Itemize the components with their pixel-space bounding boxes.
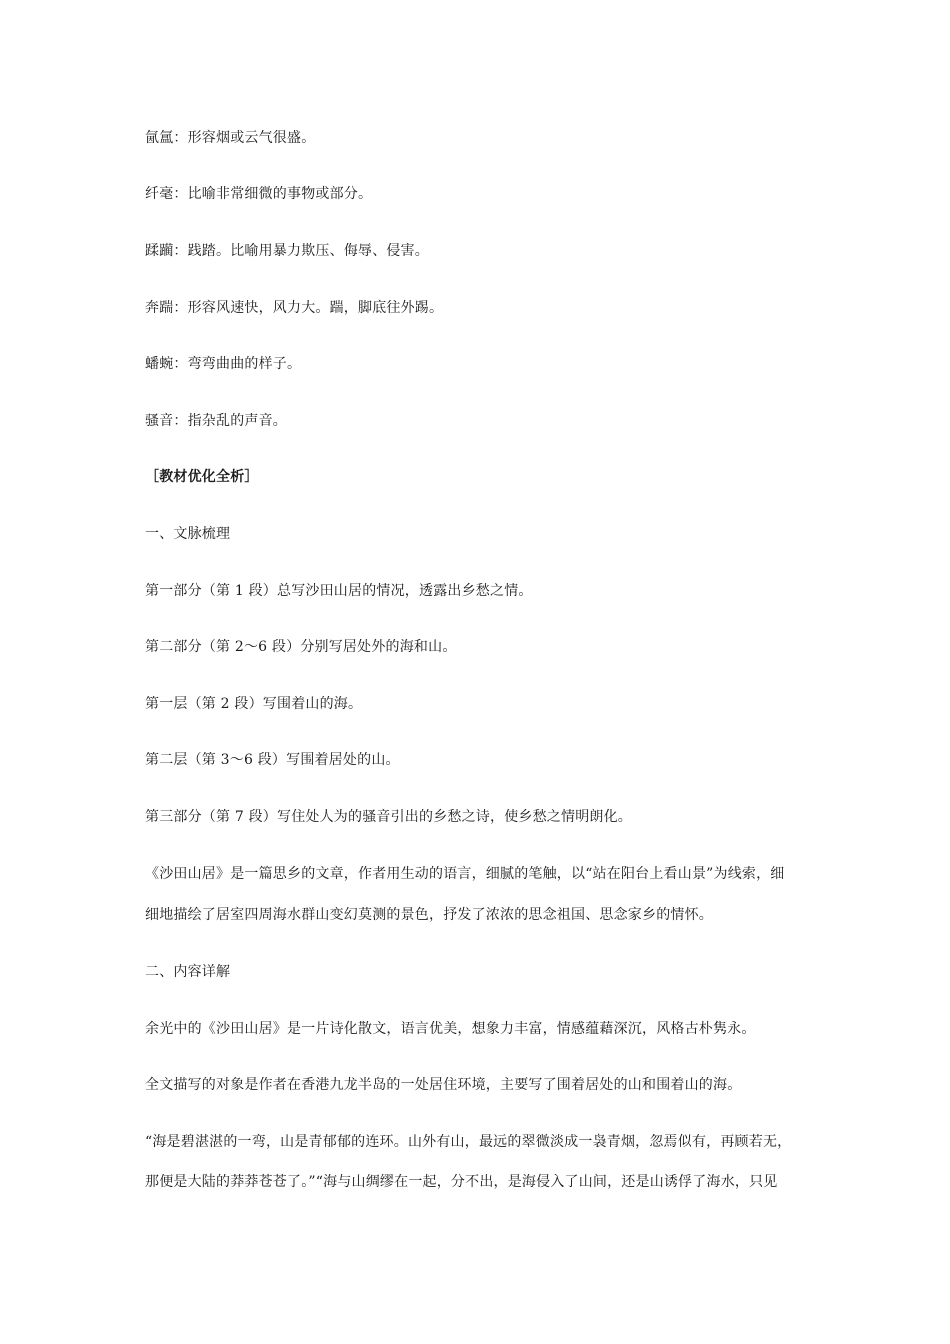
summary-line: 《沙田山居》是一篇思乡的文章，作者用生动的语言，细腻的笔触，以“站在阳台上看山景”为线索，细 xyxy=(145,866,785,882)
vocab-entry: 蟠蜿：弯弯曲曲的样子。 xyxy=(145,356,302,372)
outline-line: 第二部分（第 2～6 段）分别写居处外的海和山。 xyxy=(145,639,457,655)
outline-line: 第二层（第 3～6 段）写围着居处的山。 xyxy=(145,752,400,768)
quote-line: “海是碧湛湛的一弯，山是青郁郁的连环。山外有山，最远的翠微淡成一袅青烟，忽焉似有，再顾若无， xyxy=(145,1134,792,1150)
content-line: 余光中的《沙田山居》是一片诗化散文，语言优美，想象力丰富，情感蕴藉深沉，风格古朴隽永。 xyxy=(145,1021,756,1037)
outline-line: 第一部分（第 1 段）总写沙田山居的情况，透露出乡愁之情。 xyxy=(145,583,533,599)
outline-line: 第三部分（第 7 段）写住处人为的骚音引出的乡愁之诗，使乡愁之情明朗化。 xyxy=(145,809,633,825)
outline-line: 第一层（第 2 段）写围着山的海。 xyxy=(145,696,363,712)
vocab-entry: 奔踹：形容风速快，风力大。踹，脚底往外踢。 xyxy=(145,300,444,316)
vocab-entry: 骚音：指杂乱的声音。 xyxy=(145,413,287,429)
part2-heading: 二、内容详解 xyxy=(145,964,231,980)
quote-line: 那便是大陆的莽莽苍苍了。”“海与山绸缪在一起，分不出，是海侵入了山间，还是山诱俘了海水，只见 xyxy=(145,1174,778,1190)
vocab-entry: 蹂躏：践踏。比喻用暴力欺压、侮辱、侵害。 xyxy=(145,243,429,259)
vocab-entry: 氤氲：形容烟或云气很盛。 xyxy=(145,130,316,146)
section-heading: ［教材优化全析］ xyxy=(145,469,259,485)
part1-heading: 一、文脉梳理 xyxy=(145,526,231,542)
vocab-entry: 纤毫：比喻非常细微的事物或部分。 xyxy=(145,186,373,202)
summary-line: 细地描绘了居室四周海水群山变幻莫测的景色，抒发了浓浓的思念祖国、思念家乡的情怀。 xyxy=(145,907,713,923)
content-line: 全文描写的对象是作者在香港九龙半岛的一处居住环境，主要写了围着居处的山和围着山的海。 xyxy=(145,1077,742,1093)
